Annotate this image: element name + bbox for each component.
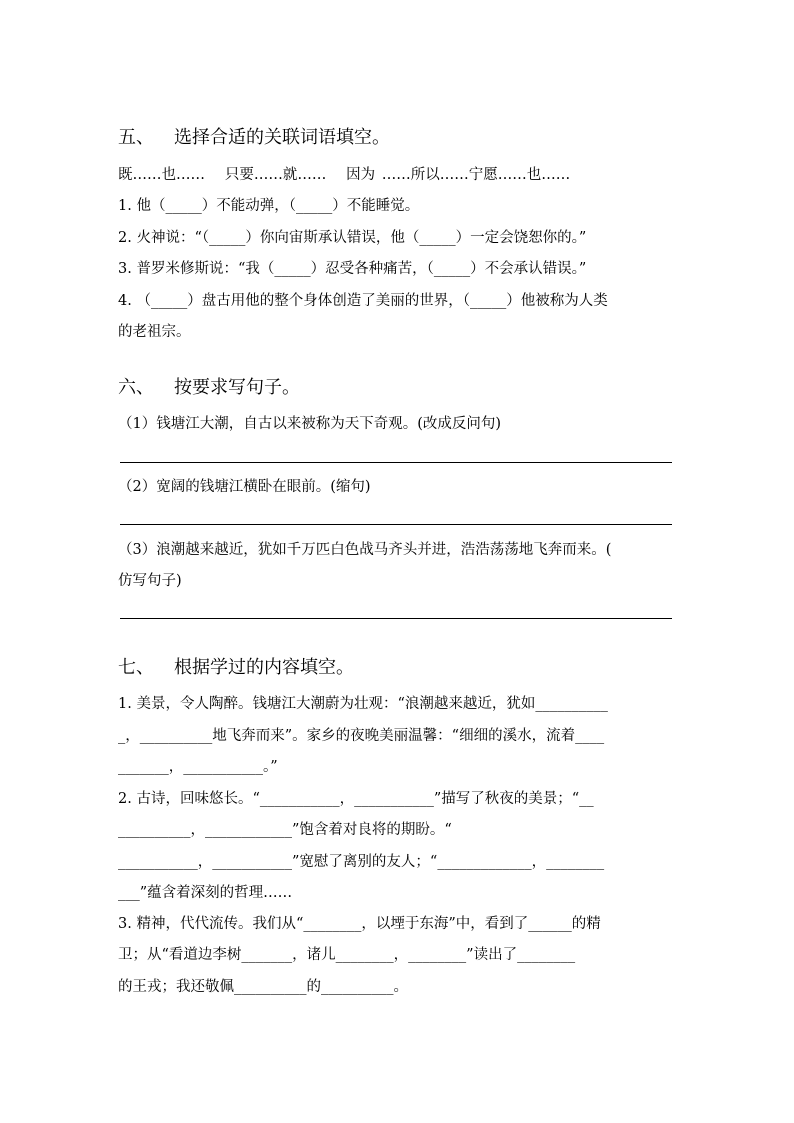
section-5-title: 选择合适的关联词语填空。	[174, 127, 390, 148]
section-7-heading	[118, 656, 354, 680]
section-6-title: 按要求写句子。	[174, 377, 300, 398]
section-7-line-3: _______，___________。”	[118, 759, 278, 775]
section-6-heading	[118, 376, 300, 400]
section-5-item-4: 4. （_____）盘古用他的整个身体创造了美丽的世界，（_____）他被称为人类	[118, 293, 608, 309]
section-5-item-1: 1. 他（_____）不能动弹，（_____）不能睡觉。	[118, 198, 420, 214]
section-5-number: 五、	[118, 127, 154, 148]
section-6-item-1: （1）钱塘江大潮，自古以来被称为天下奇观。(改成反问句)	[118, 416, 502, 432]
section-6-item-3-cont: 仿写句子)	[118, 573, 182, 589]
section-5-options: 既……也…… 只要……就…… 因为 ……所以……宁愿……也……	[118, 167, 571, 183]
answer-line[interactable]	[120, 524, 672, 525]
section-5-item-3: 3. 普罗米修斯说：“我（_____）忍受各种痛苦，（_____）不会承认错误。”	[118, 261, 587, 277]
section-5-item-4-cont: 的老祖宗。	[118, 324, 191, 340]
section-6-number: 六、	[118, 377, 154, 398]
section-7-line-4: 2. 古诗，回味悠长。“___________，___________”描写了秋夜的美景；“__	[118, 791, 594, 807]
section-7-line-5: __________，____________”饱含着对良将的期盼。“	[118, 822, 452, 838]
section-7-line-10: 的王戎；我还敬佩__________的__________。	[118, 979, 408, 995]
answer-line[interactable]	[120, 462, 672, 463]
section-7-line-9: 卫；从“看道边李树_______，诸儿________，________”读出了________	[118, 947, 576, 963]
section-6-item-3: （3）浪潮越来越近，犹如千万匹白色战马齐头并进，浩浩荡荡地飞奔而来。(	[118, 542, 612, 558]
section-7-line-7: ___”蕴含着深刻的哲理……	[118, 885, 293, 901]
section-5-heading	[118, 126, 390, 150]
section-5-item-2: 2. 火神说：“（_____）你向宙斯承认错误，他（_____）一定会饶恕你的。”	[118, 230, 587, 246]
section-7-line-6: ___________，___________”宽慰了离别的友人；“_____________，________	[118, 854, 605, 870]
section-7-title: 根据学过的内容填空。	[174, 657, 354, 678]
section-7-number: 七、	[118, 657, 154, 678]
section-7-line-8: 3. 精神，代代流传。我们从“________，以堙于东海”中，看到了______的精	[118, 916, 601, 932]
answer-line[interactable]	[120, 618, 672, 619]
section-7-line-2: _，__________地飞奔而来”。家乡的夜晚美丽温馨：“细细的溪水，流着____	[118, 728, 605, 744]
section-6-item-2: （2）宽阔的钱塘江横卧在眼前。(缩句)	[118, 479, 371, 495]
section-7-line-1: 1. 美景，令人陶醉。钱塘江大潮蔚为壮观：“浪潮越来越近，犹如__________	[118, 696, 608, 712]
